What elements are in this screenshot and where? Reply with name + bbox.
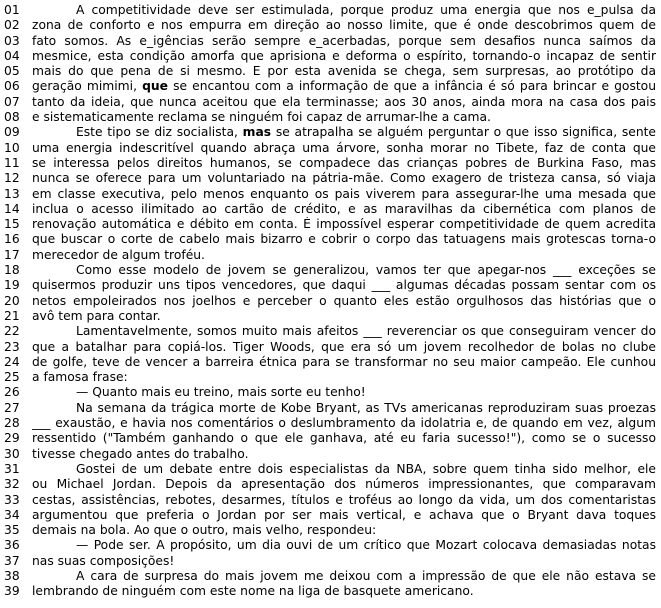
text-line bbox=[0, 110, 661, 125]
line-text: Na semana da trágica morte de Kobe Bryant, as TVs americanas reproduziram suas proezas bbox=[76, 400, 656, 415]
line-text bbox=[32, 79, 656, 94]
line-number: 12 bbox=[4, 171, 20, 186]
text-line bbox=[0, 584, 661, 599]
line-text: ___ exaustão, e havia nos comentários o deslumbramento da idolatria e, de quando em vez, algum bbox=[32, 416, 656, 431]
text-line bbox=[0, 462, 661, 477]
line-number: 01 bbox=[4, 3, 20, 17]
line-text-segment: se atrapalha se alguém perguntar o que isso significa, sente bbox=[271, 125, 656, 140]
line-text: Lamentavelmente, somos muito mais afeitos ___ reverenciar os que conseguiram vencer do bbox=[76, 324, 656, 339]
line-number: 20 bbox=[4, 293, 20, 308]
line-number: 10 bbox=[4, 140, 20, 155]
line-number: 18 bbox=[4, 263, 20, 278]
text-line bbox=[0, 278, 661, 293]
line-text bbox=[32, 125, 656, 140]
line-text: mais do que pena de si mesmo. E por esta avenida se chega, sem surpresas, ao protótipo da bbox=[32, 64, 656, 79]
line-number: 25 bbox=[4, 370, 20, 385]
line-text-segment: se encantou com a informação de que a infância é só para brincar e gostou bbox=[167, 79, 656, 94]
line-text: tivesse chegado antes do trabalho. bbox=[32, 446, 249, 461]
line-text: A competitividade deve ser estimulada, porque produz uma energia que nos e_pulsa da bbox=[76, 3, 656, 17]
line-text: cestas, assistências, rebotes, desarmes, títulos e troféus ao longo da vida, um dos comentaristas bbox=[32, 492, 656, 507]
text-line bbox=[0, 187, 661, 202]
line-text: argumentou que preferia o Jordan por ser mais vertical, e achava que o Bryant dava toques bbox=[32, 507, 656, 522]
line-text: ressentido ("Também ganhando o que ele ganhava, até eu faria sucesso!"), como se o sucesso bbox=[32, 431, 656, 446]
line-text: zona de conforto e nos empurra em direção ao nosso limite, que é onde descobrimos quem de bbox=[32, 18, 656, 33]
line-number: 16 bbox=[4, 232, 20, 247]
line-text: quisermos produzir uns tipos vencedores, que daqui ___ algumas décadas possam sentar com os bbox=[32, 278, 656, 293]
bold-word: mas bbox=[242, 125, 272, 140]
line-number: 14 bbox=[4, 201, 20, 216]
text-line bbox=[0, 508, 661, 523]
text-line bbox=[0, 64, 661, 79]
line-text: inclua o acesso ilimitado ao cartão de crédito, e as maravilhas da cibernética com planos de bbox=[32, 201, 656, 216]
line-number: 30 bbox=[4, 446, 20, 461]
line-number: 23 bbox=[4, 339, 20, 354]
document-text bbox=[0, 3, 661, 600]
line-text: nas suas composições! bbox=[32, 553, 175, 568]
line-number: 35 bbox=[4, 523, 20, 538]
text-line bbox=[0, 34, 661, 49]
line-text: — Pode ser. A propósito, um dia ouvi de um crítico que Mozart colocava demasiadas notas bbox=[76, 538, 656, 553]
line-text: nunca se oferece para um voluntariado na pátria-mãe. Como exagero de tristeza cansa, só viaja bbox=[32, 171, 656, 186]
line-number: 03 bbox=[4, 33, 20, 48]
line-text: demais na bola. Ao que o outro, mais velho, respondeu: bbox=[32, 523, 377, 538]
line-number: 32 bbox=[4, 477, 20, 492]
text-line bbox=[0, 217, 661, 232]
text-line bbox=[0, 538, 661, 553]
line-number: 33 bbox=[4, 492, 20, 507]
text-line bbox=[0, 263, 661, 278]
text-line bbox=[0, 3, 661, 18]
text-line bbox=[0, 95, 661, 110]
text-line bbox=[0, 125, 661, 140]
line-text: se interessa pelos direitos humanos, se compadece das crianças pobres de Burkina Faso, mas bbox=[32, 155, 656, 170]
line-text: ou Michael Jordan. Depois da apresentação dos números impressionantes, que comparavam bbox=[32, 477, 656, 492]
text-line bbox=[0, 248, 661, 263]
line-text: de golfe, teve de vencer a barreira étnica para se transformar no seu maior campeão. Ele cunhou bbox=[32, 354, 656, 369]
text-line bbox=[0, 401, 661, 416]
line-number: 34 bbox=[4, 507, 20, 522]
line-text: que buscar o corte de cabelo mais bizarro e cobrir o corpo das tatuagens mais grotescas torna-o bbox=[32, 232, 656, 247]
text-line bbox=[0, 493, 661, 508]
line-text: — Quanto mais eu treino, mais sorte eu tenho! bbox=[76, 385, 366, 400]
line-text: renovação automática e débito em conta. É impossível esperar competitividade de quem acredita bbox=[32, 217, 656, 232]
line-number: 13 bbox=[4, 186, 20, 201]
line-number: 31 bbox=[4, 461, 20, 476]
text-line bbox=[0, 569, 661, 584]
line-number: 38 bbox=[4, 568, 20, 583]
line-number: 02 bbox=[4, 18, 20, 33]
line-text-segment: Este tipo se diz socialista, bbox=[76, 125, 243, 140]
line-text: Gostei de um debate entre dois especialistas da NBA, sobre quem tinha sido melhor, ele bbox=[76, 461, 656, 476]
text-line bbox=[0, 523, 661, 538]
text-line bbox=[0, 171, 661, 186]
line-text: uma energia indescritível quando abraça uma árvore, sonha morar no Tibete, faz de conta que bbox=[32, 140, 656, 155]
line-number: 36 bbox=[4, 538, 20, 553]
line-number: 26 bbox=[4, 385, 20, 400]
line-text: merecedor de algum troféu. bbox=[32, 247, 205, 262]
line-number: 15 bbox=[4, 217, 20, 232]
line-number: 05 bbox=[4, 64, 20, 79]
line-text: tanto da ideia, que nunca aceitou que ela terminasse; aos 30 anos, ainda mora na casa dos pais bbox=[32, 94, 656, 109]
line-text: que a batalhar para copiá-los. Tiger Woods, que era só um jovem recolhedor de bolas no clube bbox=[32, 339, 656, 354]
text-line bbox=[0, 340, 661, 355]
text-line bbox=[0, 324, 661, 339]
text-line bbox=[0, 49, 661, 64]
text-line bbox=[0, 79, 661, 94]
text-line bbox=[0, 232, 661, 247]
text-line bbox=[0, 355, 661, 370]
bold-word: que bbox=[142, 79, 168, 94]
line-number: 27 bbox=[4, 400, 20, 415]
line-text: fato somos. As e_igências serão sempre e_acerbadas, porque sem desafios nunca saímos da bbox=[32, 33, 656, 48]
text-line bbox=[0, 156, 661, 171]
text-line bbox=[0, 141, 661, 156]
text-line bbox=[0, 447, 661, 462]
text-line bbox=[0, 431, 661, 446]
line-number: 08 bbox=[4, 110, 20, 125]
line-number: 11 bbox=[4, 155, 20, 170]
line-text: avô tem para contar. bbox=[32, 308, 161, 323]
text-line bbox=[0, 477, 661, 492]
text-line bbox=[0, 294, 661, 309]
text-line bbox=[0, 309, 661, 324]
line-text: mesmice, esta condição amorfa que aprisiona e deforma o espírito, tornando-o incapaz de sentir bbox=[32, 48, 656, 63]
line-number: 21 bbox=[4, 308, 20, 323]
line-text: lembrando de ninguém com este nome na liga de basquete americano. bbox=[32, 584, 474, 599]
text-line bbox=[0, 385, 661, 400]
line-number: 09 bbox=[4, 125, 20, 140]
line-text: em classe executiva, pelo menos enquanto os pais viverem para assegurar-lhe uma mesada que bbox=[32, 186, 656, 201]
line-number: 24 bbox=[4, 354, 20, 369]
line-text: a famosa frase: bbox=[32, 370, 128, 385]
line-number: 39 bbox=[4, 584, 20, 599]
line-number: 07 bbox=[4, 94, 20, 109]
text-line bbox=[0, 416, 661, 431]
line-number: 29 bbox=[4, 431, 20, 446]
line-number: 28 bbox=[4, 416, 20, 431]
line-number: 17 bbox=[4, 247, 20, 262]
text-line bbox=[0, 554, 661, 569]
line-number: 04 bbox=[4, 48, 20, 63]
line-text: Como esse modelo de jovem se generalizou, vamos ter que apegar-nos ___ exceções se bbox=[76, 263, 656, 278]
text-line bbox=[0, 370, 661, 385]
line-text: A cara de surpresa do mais jovem me deixou com a impressão de que ele não estava se bbox=[76, 568, 656, 583]
line-text: e sistematicamente reclama se ninguém foi capaz de arrumar-lhe a cama. bbox=[32, 110, 491, 125]
text-line bbox=[0, 18, 661, 33]
line-text: netos empoleirados nos joelhos e perceber o quanto eles estão orgulhosos das histórias que o bbox=[32, 293, 656, 308]
line-number: 22 bbox=[4, 324, 20, 339]
line-number: 19 bbox=[4, 278, 20, 293]
line-number: 37 bbox=[4, 553, 20, 568]
text-line bbox=[0, 202, 661, 217]
line-text-segment: geração mimimi, bbox=[32, 79, 143, 94]
line-number: 06 bbox=[4, 79, 20, 94]
